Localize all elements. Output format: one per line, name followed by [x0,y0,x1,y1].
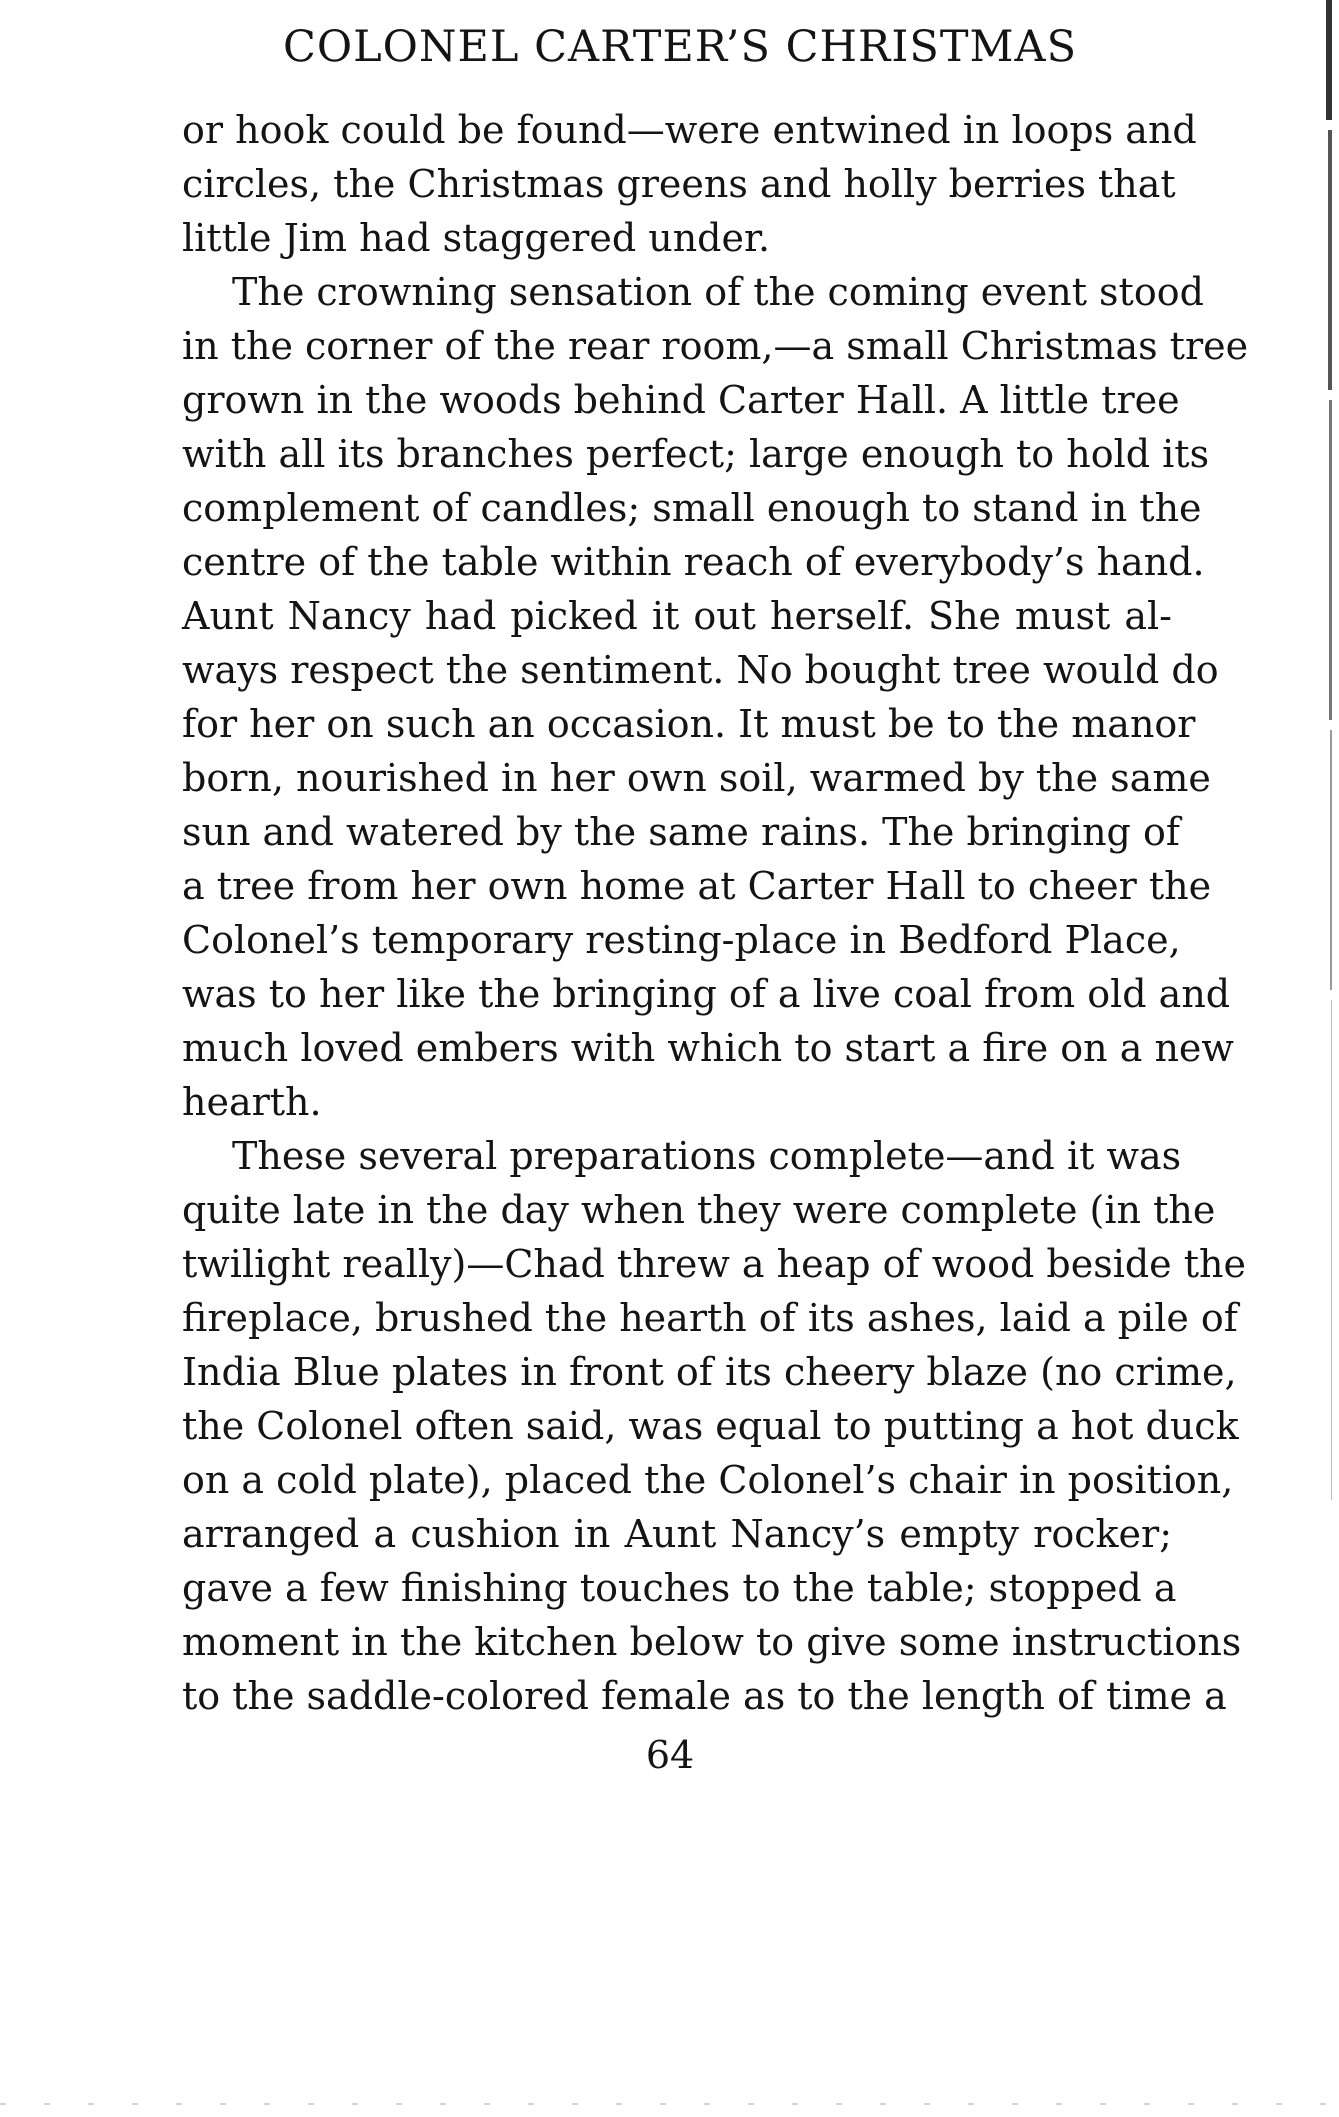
paragraph-1 [182,103,1197,265]
text-line: Colonel’s temporary resting-place in Bedford Place, [182,918,1181,962]
text-line: fireplace, brushed the hearth of its ashes, laid a pile of [182,1296,1238,1340]
text-line: moment in the kitchen below to give some instructions [182,1620,1242,1664]
text-line: The crowning sensation of the coming event stood [232,270,1204,314]
text-line: or hook could be found—were entwined in loops and [182,108,1197,152]
text-line: the Colonel often said, was equal to putting a hot duck [182,1404,1239,1448]
text-line: circles, the Christmas greens and holly berries that [182,162,1176,206]
text-line: little Jim had staggered under. [182,216,771,260]
text-line: grown in the woods behind Carter Hall. A little tree [182,378,1180,422]
page-number: 64 [645,1733,695,1777]
paragraph-3 [182,1129,1246,1723]
text-line: These several preparations complete—and it was [232,1134,1182,1178]
text-line: India Blue plates in front of its cheery blaze (no crime, [182,1350,1237,1394]
text-line: was to her like the bringing of a live coal from old and [182,972,1231,1016]
text-line: centre of the table within reach of everybody’s hand. [182,540,1205,584]
text-line: gave a few finishing touches to the table; stopped a [182,1566,1177,1610]
text-line: with all its branches perfect; large enough to hold its [182,432,1210,476]
text-line: on a cold plate), placed the Colonel’s chair in position, [182,1458,1234,1502]
text-line: complement of candles; small enough to stand in the [182,486,1202,530]
text-line: quite late in the day when they were complete (in the [182,1188,1216,1232]
scan-bottom-artifact [0,2090,1339,2117]
text-line: much loved embers with which to start a fire on a new [182,1026,1234,1070]
scan-edge-artifact [1318,0,1339,1700]
text-line: ways respect the sentiment. No bought tree would do [182,648,1219,692]
text-line: for her on such an occasion. It must be to the manor [182,702,1196,746]
text-line: to the saddle-colored female as to the length of time a [182,1674,1227,1718]
running-head: COLONEL CARTER’S CHRISTMAS [282,22,1078,72]
text-line: in the corner of the rear room,—a small Christmas tree [182,324,1249,368]
text-line: sun and watered by the same rains. The bringing of [182,810,1180,854]
body-text [182,103,1249,1723]
text-line: a tree from her own home at Carter Hall to cheer the [182,864,1212,908]
paragraph-2 [182,265,1249,1129]
text-line: arranged a cushion in Aunt Nancy’s empty rocker; [182,1512,1172,1556]
text-line: born, nourished in her own soil, warmed by the same [182,756,1211,800]
text-line: twilight really)—Chad threw a heap of wood beside the [182,1242,1246,1286]
text-line: hearth. [182,1080,322,1124]
text-line: Aunt Nancy had picked it out herself. She must al- [182,594,1172,638]
